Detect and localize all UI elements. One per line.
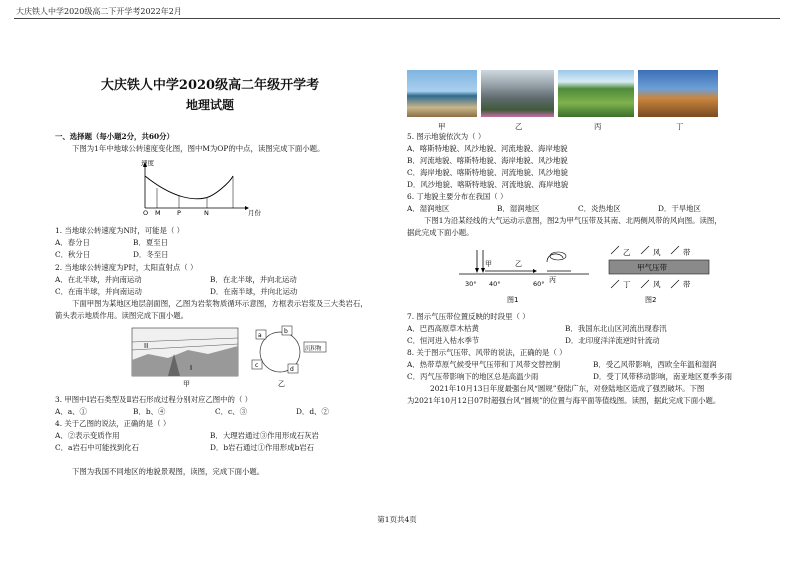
wind-arrow-s2	[641, 280, 649, 288]
intro-typhoon: 2021年10月13日年度最强台风“圆规”登陆广东，对登陆地区造成了强烈破坏。下图	[430, 384, 705, 393]
fig2-bottom-2: 风	[653, 280, 661, 289]
q2-option-a[interactable]: A．在北半球，并向南运动	[55, 275, 142, 284]
fig1-jia: 甲	[485, 260, 492, 268]
intro-rock: 下面甲图为某地区地层剖面图，乙图为岩浆物质循环示意图，方框表示岩浆及三大类岩石，	[72, 299, 368, 308]
photo-label-jia: 甲	[438, 122, 446, 131]
surface-wind-arrowhead	[533, 269, 537, 273]
wind-arrow-s1	[611, 280, 619, 288]
q6-option-a[interactable]: A．湿润地区	[407, 204, 450, 213]
photo-wind-erosion-mushroom	[638, 70, 718, 117]
header-rule	[14, 18, 780, 19]
q4-stem: 4. 关于乙图的说法，正确的是（ ）	[55, 419, 171, 428]
q1-stem: 1. 当地球公转速度为N时，可能是（ ）	[55, 226, 185, 235]
tick-o: O	[143, 209, 149, 216]
q3-option-c[interactable]: C．c、③	[215, 407, 247, 416]
q5-stem: 5. 图示地貌依次为（ ）	[407, 132, 486, 141]
label-jia: 甲	[183, 380, 190, 388]
q3-option-d[interactable]: D．d、②	[296, 407, 329, 416]
q1-option-a[interactable]: A．春分日	[55, 238, 90, 247]
q5-option-a[interactable]: A．喀斯特地貌、风沙地貌、河流地貌、海岸地貌	[407, 144, 568, 153]
exam-title: 大庆铁人中学2020级高二年级开学考	[100, 78, 320, 93]
arrowhead-1	[475, 268, 479, 273]
q2-option-d[interactable]: D．在南半球，并向北运动	[210, 287, 298, 296]
intro-typhoon-2: 为2021年10月12日07时超强台风“圆规”的位置与海平面等值线图。读图，据此完成下面小题。	[407, 396, 721, 405]
fig2-bottom-3: 带	[683, 280, 691, 289]
fig1-lat-30: 30°	[465, 280, 477, 288]
node-d: d	[290, 366, 294, 373]
figure-2-pressure-belt	[605, 244, 725, 306]
orbital-speed-graph	[135, 160, 265, 216]
q8-option-a[interactable]: A．热带草原气候受甲气压带和丁风带交替控制	[407, 360, 561, 369]
fig1-caption: 图1	[507, 296, 519, 304]
q2-option-b[interactable]: B．在北半球，并向北运动	[210, 275, 297, 284]
section-heading: 一、选择题（每小题2分，共60分）	[55, 132, 174, 141]
q1-option-c[interactable]: C．秋分日	[55, 250, 91, 259]
q1-option-d[interactable]: D．冬至日	[133, 250, 169, 259]
fig2-top-1: 乙	[623, 248, 631, 257]
sediment-label: 沉积物	[305, 346, 322, 352]
wind-arrow-n2	[641, 246, 649, 254]
q4-option-b[interactable]: B．大理岩通过③作用形成石灰岩	[210, 431, 319, 440]
x-axis-label: 月份	[248, 209, 261, 216]
fig2-mid: 甲气压带	[637, 263, 667, 272]
intro-pressure-2: 据此完成下面小题。	[407, 228, 474, 237]
rising-air-loop	[547, 254, 563, 262]
photo-meandering-river	[558, 70, 634, 117]
photo-label-yi: 乙	[515, 122, 523, 131]
fig1-bing: 丙	[549, 276, 556, 284]
q3-option-b[interactable]: B．b、④	[133, 407, 166, 416]
q7-option-c[interactable]: C．恒河进入枯水季节	[407, 336, 480, 345]
q6-option-b[interactable]: B．湿润地区	[497, 204, 540, 213]
intro-landform: 下图为我国不同地区的地貌景观图，读图，完成下面小题。	[72, 467, 265, 476]
wind-arrow-n3	[671, 246, 679, 254]
fig1-yi: 乙	[515, 260, 522, 268]
q6-option-d[interactable]: D．干旱地区	[658, 204, 701, 213]
fig2-bottom-1: 丁	[623, 280, 631, 289]
q1-option-b[interactable]: B．夏至日	[133, 238, 168, 247]
q8-option-d[interactable]: D．受丁风带移动影响，南亚地区夏季多雨	[593, 372, 732, 381]
q3-stem: 3. 甲图中Ⅰ岩石类型及Ⅱ岩石形成过程分别对应乙图中的（ ）	[55, 395, 253, 404]
arrowhead-2	[481, 268, 485, 273]
label-roman-1: I	[190, 364, 193, 372]
y-axis-label: 速度	[141, 160, 154, 167]
label-roman-2: II	[144, 342, 149, 350]
q2-stem: 2. 当地球公转速度为P时，太阳直射点（ ）	[55, 263, 198, 272]
q5-option-d[interactable]: D．风沙地貌、喀斯特地貌、河流地貌、海岸地貌	[407, 180, 569, 189]
q7-option-a[interactable]: A．巴西高原草木枯黄	[407, 324, 479, 333]
node-c: c	[255, 362, 259, 369]
tick-m: M	[155, 209, 161, 216]
fig1-lat-60: 60°	[533, 280, 545, 288]
q7-stem: 7. 图示气压带位置反映的时段里（ ）	[407, 312, 530, 321]
q6-stem: 6. 丁地貌主要分布在我国（ ）	[407, 192, 508, 201]
exam-subtitle: 地理试题	[185, 98, 234, 112]
q5-option-b[interactable]: B．河流地貌、喀斯特地貌、海岸地貌、风沙地貌	[407, 156, 568, 165]
fig1-lat-40: 40°	[489, 280, 501, 288]
intro-speed: 下图为1年中地球公转速度变化图，图中M为OP的中点，读图完成下面小题。	[72, 144, 325, 153]
tick-p: P	[177, 209, 181, 216]
photo-coastal-arch	[407, 70, 477, 117]
q7-option-b[interactable]: B．我国东北山区河流出现春汛	[565, 324, 667, 333]
q2-option-c[interactable]: C．在南半球，并向南运动	[55, 287, 142, 296]
q3-option-a[interactable]: A．a、①	[55, 407, 87, 416]
q8-option-b[interactable]: B．受乙风带影响，西欧全年温和湿润	[593, 360, 717, 369]
running-header: 大庆铁人中学2020级高二下开学考2022年2月	[16, 7, 182, 16]
q6-option-c[interactable]: C．炎热地区	[578, 204, 621, 213]
fig2-top-3: 带	[683, 248, 691, 257]
tick-n: N	[204, 209, 209, 216]
wind-arrow-n1	[611, 246, 619, 254]
wind-arrow-s3	[671, 280, 679, 288]
page-footer: 第1页共4页	[377, 515, 417, 524]
node-a: a	[258, 332, 262, 339]
photo-karst-stone-forest	[481, 70, 554, 117]
q8-option-c[interactable]: C．丙气压带影响下的地区总是高温少雨	[407, 372, 539, 381]
photo-label-ding: 丁	[676, 122, 684, 131]
label-yi: 乙	[278, 380, 285, 388]
fig2-top-2: 风	[653, 248, 661, 257]
q4-option-d[interactable]: D．b岩石通过①作用形成b岩石	[210, 443, 315, 452]
intro-pressure: 下图1为沿某经线的大气运动示意图，图2为甲气压带及其南、北两侧风带的风向图。读图，	[424, 216, 722, 225]
figure-1-atmospheric-circulation	[455, 244, 595, 306]
q8-stem: 8. 关于图示气压带、风带的说法，正确的是（ ）	[407, 348, 567, 357]
speed-curve	[145, 176, 233, 199]
q4-option-a[interactable]: A．②表示变质作用	[55, 431, 120, 440]
fig2-caption: 图2	[645, 296, 657, 304]
cloud-shape	[550, 252, 566, 260]
photo-label-bing: 丙	[594, 122, 602, 131]
q5-option-c[interactable]: C．海岸地貌、喀斯特地貌、河流地貌、风沙地貌	[407, 168, 568, 177]
rock-figure	[128, 324, 328, 388]
q7-option-d[interactable]: D．北印度洋洋流逆时针流动	[565, 336, 660, 345]
node-b: b	[284, 328, 288, 335]
q4-option-c[interactable]: C．a岩石中可能找到化石	[55, 443, 139, 452]
intro-rock-2: 箭头表示地质作用。读图完成下面小题。	[55, 311, 189, 320]
